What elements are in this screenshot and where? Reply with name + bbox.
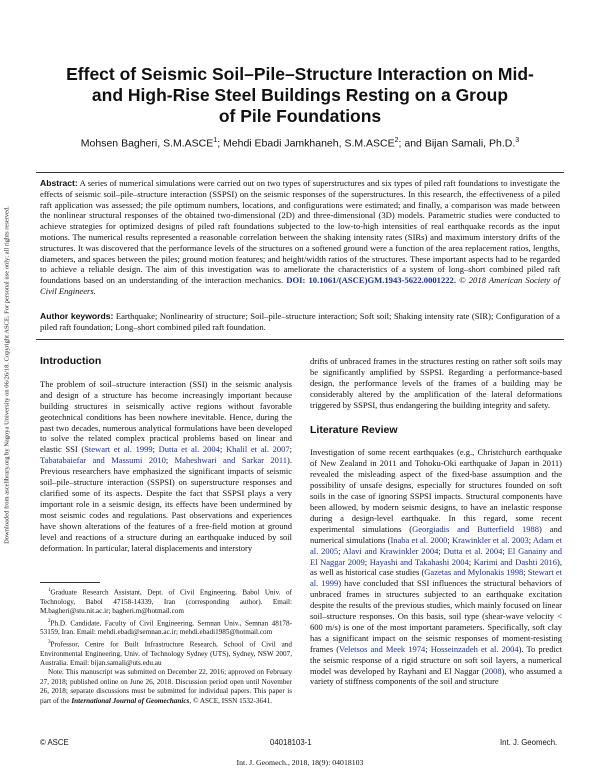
- text: ;: [364, 556, 370, 567]
- text: ), who assumed a variety of stiffness components of the soil and structure: [310, 665, 562, 687]
- citation[interactable]: Maheshwari and Sarkar 2011: [174, 455, 288, 466]
- citation[interactable]: Hosseinzadeh et al. 2004: [430, 643, 519, 654]
- citation[interactable]: Khalil et al. 2007: [225, 444, 290, 455]
- citation[interactable]: Georgiadis and Butterfield 1988: [412, 523, 539, 534]
- text: Investigation of some recent earthquakes (e.g., Christchurch earthquake of New Zealand in 2011 and Tohoku-Oki earthquake of Japan in 2011) revealed the misleading aspect of the fixed-base assumption and the possibility of unsafe designs, especially for structures founded on soft soils in the case of ignoring SSPSI impacts. Structural components have been allowed, by modern seismic designs, to have an inelastic response during a design-level earthquake. In this regard, some recent experimental simulations (: [310, 447, 562, 534]
- footnote-marker: 3: [48, 639, 51, 645]
- copyright-notice: © 2018 American Society of Civil Engineers.: [40, 275, 560, 296]
- footnote-text: Professor, Centre for Built Infrastructure Research, School of Civil and Environmental Engineering, Univ. of Technology Sydney (UTS), Sydney, NSW 2007, Australia. Email: bijan.samali@uts.edu.au: [40, 640, 292, 668]
- text: ;: [219, 444, 226, 455]
- citation[interactable]: Krawinkler et al. 2003: [451, 534, 529, 545]
- citation[interactable]: 2008: [484, 665, 502, 676]
- author-2-affil: 2: [394, 137, 399, 144]
- author-separator: ; and: [398, 137, 425, 150]
- footnote-1: [40, 586, 292, 617]
- text: The problem of soil–structure interaction (SSI) in the seismic analysis and design of a structure has become increasingly important because building structures in seismically active regions without favorable geotechnical conditions has been nowhere inevitable. Hence, during the past two decades, numerous analytical formulations have been developed to solve the related complex practical problems based on linear and elastic SSI (: [40, 378, 292, 455]
- text: ), as well as historical case studies (: [310, 556, 562, 578]
- author-1: Mohsen Bagheri, S.M.ASCE: [80, 137, 214, 150]
- author-3-affil: 3: [515, 137, 520, 144]
- citation[interactable]: Inaba et al. 2000: [390, 534, 448, 545]
- abstract: [40, 178, 560, 297]
- footer-citation: Int. J. Geomech., 2018, 18(9): 04018103: [236, 758, 364, 767]
- note-text: , © ASCE, ISSN 1532-3641.: [189, 696, 273, 705]
- submission-note: [40, 668, 292, 706]
- title-line-3: of Pile Foundations: [218, 106, 382, 126]
- abstract-text: A series of numerical simulations were carried out on two types of superstructures and six types of piled raft foundations to investigate the effects of seismic soil–pile–structure interaction (SSPSI) on the seismic responses of the superstructures. In this research, the effectiveness of a piled raft application was assessed; the pile optimum numbers, locations, and configurations were estimated; and finally, a comparison was made between the nonlinear structural responses of the obtained two-dimensional (2D) and three-dimensional (3D) models. Parametric studies were conducted to achieve strategies for optimized designs of piled raft foundations subjected to the low-to-high intensities of real earthquake records as the input motions. The numerical results represented a reasonable correlation between the shaking intensity rates (SIRs) and maximum interstory drifts of the structures. It was discovered that the performance levels of the structures on a softened ground were a function of the area replacement ratios, lengths, diameters, and spaces between the piles; ground motion features; and height/width ratios of the structures. These important aspects had to be regarded to achieve a reliable design. The aim of this investigation was to ameliorate the characteristics of a system of long–short combined piled raft foundations based on an understanding of the interaction mechanics.: [40, 178, 560, 286]
- citation[interactable]: Alavi and Krawinkler 2004: [342, 545, 439, 556]
- footnote-text: Ph.D. Candidate, Faculty of Civil Engineering, Semnan Univ., Semnan 48178-53159, Iran. Email: mehdi.ebadi@semnan.ac.ir; mehdi.ebadi1985@hotmail.com: [40, 619, 292, 637]
- paper-title: [40, 64, 560, 127]
- footer-page-id: 04018103-1: [270, 738, 312, 747]
- text: ) and numerical simulations (: [310, 523, 562, 545]
- citation[interactable]: Dutta et al. 2004: [443, 545, 503, 556]
- citation[interactable]: Stewart et al. 1999: [84, 444, 153, 455]
- title-line-2: and High-Rise Steel Buildings Resting on a Group: [91, 85, 509, 105]
- citation[interactable]: Gazetas and Mylonakis 1998: [424, 567, 524, 578]
- citation[interactable]: Adam et al. 2005: [310, 534, 562, 556]
- author-separator: ;: [217, 137, 224, 150]
- literature-paragraph: [310, 447, 562, 687]
- keywords-label: Author keywords:: [40, 311, 114, 321]
- citation[interactable]: Dutta et al. 2004: [158, 444, 220, 455]
- keywords-bottom-rule: [36, 339, 564, 340]
- footnote-3: [40, 638, 292, 669]
- doi-link[interactable]: DOI: 10.1061/(ASCE)GM.1943-5622.0001222.: [286, 275, 457, 286]
- text: ;: [289, 444, 293, 455]
- author-list: [40, 137, 560, 150]
- footer-copyright: © ASCE: [40, 738, 69, 747]
- text: ;: [425, 643, 431, 654]
- footnote-marker: 1: [48, 588, 51, 593]
- text: ). To predict the seismic response of a rigid structure on soft soil layers, a numerical model was developed by Rayhani and El Naggar (: [310, 643, 562, 676]
- text: ;: [152, 444, 159, 455]
- author-3: Bijan Samali, Ph.D.: [424, 137, 516, 150]
- text: ) have concluded that SSI influences the structural behaviors of unbraced frames in structures subjected to an earthquake excitation despite the results of the previous studies, which mainly focused on linear soil–structure responses. On this basis, soil type (shear-wave velocity < 600 m/s) is one of the most important parameters. Specifically, soft clay has a significant impact on the seismic responses of moment-resisting frames (: [310, 578, 562, 654]
- footnote-2: [40, 617, 292, 638]
- left-column: [40, 356, 292, 553]
- text: ;: [468, 556, 474, 567]
- author-1-affil: 1: [213, 137, 218, 144]
- intro-paragraph: [40, 379, 292, 554]
- citation[interactable]: El Ganainy and El Naggar 2009: [310, 545, 563, 567]
- section-heading-literature-review: Literature Review: [310, 423, 398, 436]
- footnote-marker: 2: [48, 618, 51, 624]
- text: ). Previous researchers have emphasized the significant impacts of seismic soil–pile–structure interaction (SSPSI) on superstructure responses and clarified some of its aspects. Despite the fact that SSPSI plays a very important role in a seismic design, its effects have been undermined by most seismic codes and regulations. Past observations and experiences have shown alterations of the features of a free-field motion at ground level and reactions of a structure during an earthquake induced by soil deformation. In particular, lateral displacements and interstory: [40, 455, 292, 553]
- footnote-text: Graduate Research Assistant, Dept. of Civil Engineering, Babol Univ. of Technology, Babol 47158-14339, Iran (corresponding author). Email: M.bagheri@stu.nit.ac.ir; bagheri.m@hotmail.com: [40, 588, 292, 616]
- author-keywords: [40, 311, 560, 333]
- text: ;: [523, 567, 528, 578]
- right-column: [310, 356, 562, 687]
- text: ;: [338, 545, 343, 556]
- keywords-text: Earthquake; Nonlinearity of structure; Soil–pile–structure interaction; Soft soil; Shaking intensity rate (SIR); Configuration of a piled raft foundation; Long–short combined piled raft foundation.: [40, 311, 560, 332]
- abstract-top-rule: [36, 172, 564, 173]
- author-2: Mehdi Ebadi Jamkhaneh, S.M.ASCE: [223, 137, 395, 150]
- footer-journal: Int. J. Geomech.: [500, 738, 558, 747]
- text: ;: [165, 455, 175, 466]
- intro-paragraph-continued: drifts of unbraced frames in the structures resting on rather soft soils may be significantly amplified by SSPSI. Regarding a performance-based design, the performance levels of the frames of a building may be considerably altered by the amplification of the lateral deformations triggered by SSPSI, thus endangering the building integrity and safety.: [310, 356, 562, 410]
- citation[interactable]: Veletsos and Meek 1974: [339, 643, 426, 654]
- title-line-1: Effect of Seismic Soil–Pile–Structure Interaction on Mid-: [66, 64, 534, 84]
- section-heading-introduction: Introduction: [40, 355, 102, 367]
- text: ;: [528, 534, 533, 545]
- footnote-rule: [40, 582, 100, 583]
- citation[interactable]: Karimi and Dashti 2016: [473, 556, 558, 567]
- text: ;: [502, 545, 508, 556]
- journal-name: International Journal of Geomechanics: [71, 696, 190, 705]
- text: ;: [438, 545, 444, 556]
- text: ;: [447, 534, 452, 545]
- abstract-label: Abstract:: [40, 178, 78, 188]
- note-text: Note. This manuscript was submitted on December 22, 2016; approved on February 27, 2018; published online on June 26, 2018. Discussion period open until November 26, 2018; separate discussions must be submitted for individual papers. This paper is part of the: [40, 668, 292, 705]
- footnotes: [40, 586, 292, 706]
- download-notice-text: Downloaded from ascelibrary.org by Nagoya University on 06/26/18. Copyright ASCE. For personal use only; all rights reserved.: [3, 206, 11, 544]
- citation[interactable]: Stewart et al. 1999: [310, 567, 562, 589]
- citation[interactable]: Hayashi and Takahashi 2004: [369, 556, 469, 567]
- citation[interactable]: Tabatabaiefar and Massumi 2010: [40, 455, 166, 466]
- download-notice: [2, 160, 12, 590]
